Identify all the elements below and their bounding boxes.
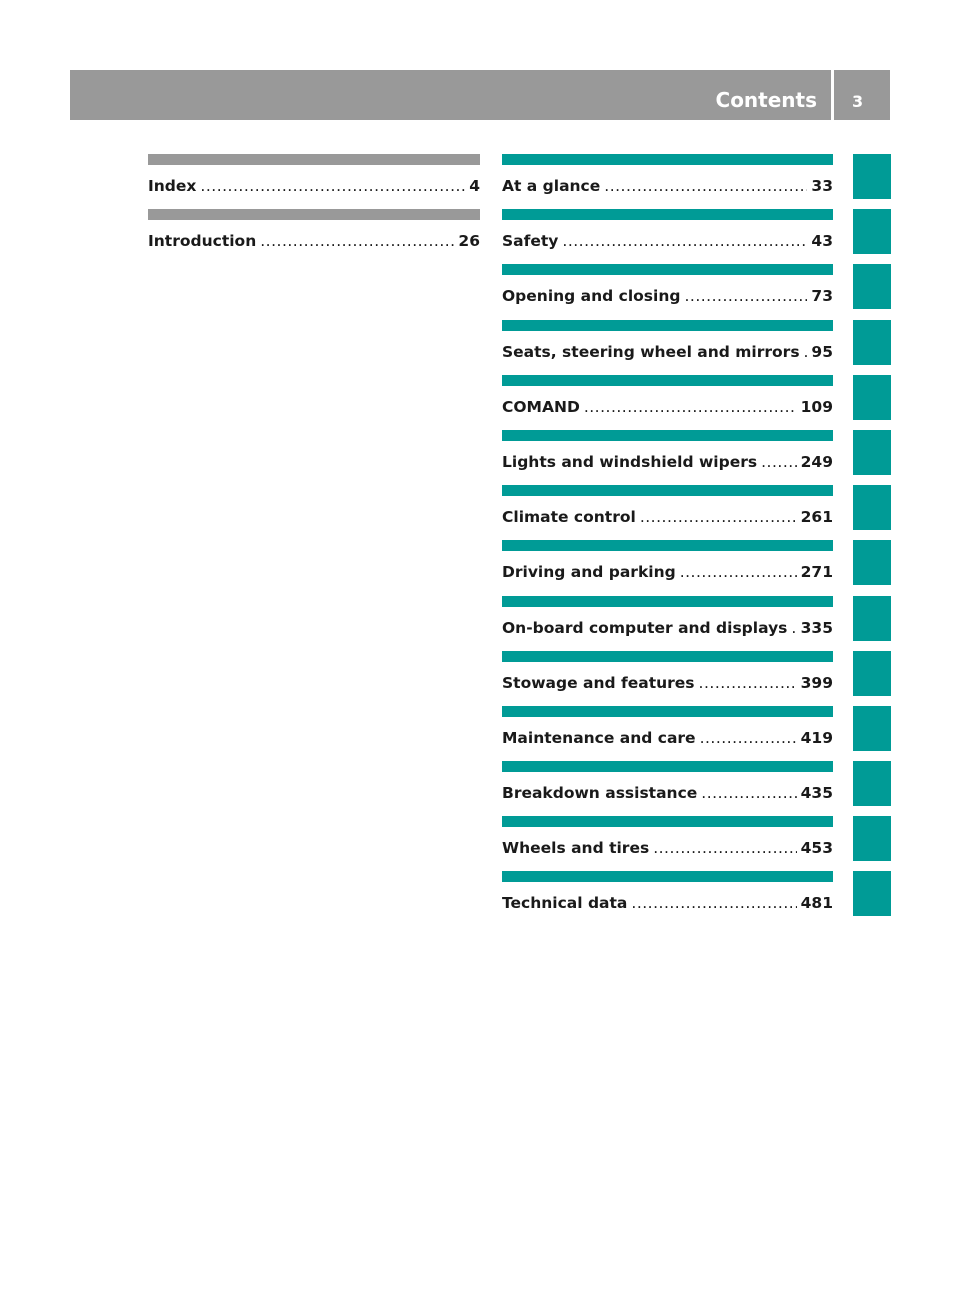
chapter-tabs — [853, 154, 891, 927]
leader-dots — [804, 343, 808, 361]
section-bar — [502, 761, 833, 772]
leader-dots — [701, 784, 796, 802]
toc-entry-page: 271 — [800, 563, 833, 582]
section-bar — [502, 706, 833, 717]
section-bar — [502, 320, 833, 331]
toc-entry-page: 481 — [800, 894, 833, 913]
section-bar — [502, 485, 833, 496]
section-bar — [148, 209, 480, 220]
leader-dots — [631, 894, 796, 912]
chapter-tab[interactable] — [853, 816, 891, 861]
toc-entry-title: Lights and windshield wipers — [502, 452, 758, 471]
chapter-tab[interactable] — [853, 154, 891, 199]
toc-entry-at-a-glance[interactable] — [502, 154, 833, 209]
section-bar — [502, 596, 833, 607]
toc-entry-safety[interactable] — [502, 209, 833, 264]
toc-entry-wheels-and-tires[interactable] — [502, 816, 833, 871]
toc-entry-title: Opening and closing — [502, 287, 681, 306]
toc-entry-technical-data[interactable] — [502, 871, 833, 926]
toc-left-column — [148, 154, 480, 264]
toc-entry-driving-and-parking[interactable] — [502, 540, 833, 595]
leader-dots — [684, 287, 807, 305]
toc-entry-page: 43 — [811, 232, 833, 251]
toc-entry-page: 73 — [811, 287, 833, 306]
toc-entry-page: 335 — [800, 618, 833, 637]
chapter-tab[interactable] — [853, 596, 891, 641]
chapter-tab[interactable] — [853, 209, 891, 254]
chapter-tab[interactable] — [853, 706, 891, 751]
leader-dots — [791, 619, 796, 637]
toc-entry-title: Stowage and features — [502, 673, 695, 692]
section-bar — [502, 651, 833, 662]
toc-entry-page: 33 — [811, 177, 833, 195]
toc-entry-title: Wheels and tires — [502, 839, 650, 858]
toc-entry-comand[interactable] — [502, 375, 833, 430]
page-number: 3 — [852, 92, 864, 111]
chapter-tab[interactable] — [853, 430, 891, 475]
leader-dots — [260, 232, 454, 250]
section-bar — [148, 154, 480, 165]
chapter-tab[interactable] — [853, 761, 891, 806]
toc-entry-page: 453 — [800, 839, 833, 858]
toc-entry-page: 399 — [800, 673, 833, 692]
leader-dots — [761, 453, 797, 471]
toc-entry-maintenance[interactable] — [502, 706, 833, 761]
section-bar — [502, 430, 833, 441]
toc-entry-title: Breakdown assistance — [502, 784, 698, 803]
leader-dots — [653, 839, 796, 857]
toc-entry-title: Technical data — [502, 894, 628, 913]
leader-dots — [562, 232, 807, 250]
section-bar — [502, 540, 833, 551]
toc-entry-page: 261 — [800, 508, 833, 527]
toc-entry-title: Introduction — [148, 232, 257, 251]
toc-entry-title: Index — [148, 177, 197, 195]
toc-entry-lights[interactable] — [502, 430, 833, 485]
toc-entry-page: 249 — [800, 452, 833, 471]
chapter-tab[interactable] — [853, 375, 891, 420]
chapter-tab[interactable] — [853, 264, 891, 309]
chapter-tab[interactable] — [853, 871, 891, 916]
leader-dots — [604, 177, 807, 195]
section-bar — [502, 209, 833, 220]
chapter-tab[interactable] — [853, 320, 891, 365]
toc-entry-climate-control[interactable] — [502, 485, 833, 540]
toc-entry-opening-and-closing[interactable] — [502, 264, 833, 319]
chapter-tab[interactable] — [853, 651, 891, 696]
toc-entry-title: Safety — [502, 232, 559, 251]
toc-entry-on-board-computer[interactable] — [502, 596, 833, 651]
section-bar — [502, 816, 833, 827]
toc-entry-title: Maintenance and care — [502, 728, 696, 747]
toc-entry-index[interactable] — [148, 154, 480, 209]
leader-dots — [700, 729, 797, 747]
toc-entry-title: Climate control — [502, 508, 636, 527]
section-bar — [502, 871, 833, 882]
toc-entry-page: 435 — [800, 784, 833, 803]
toc-entry-page: 109 — [800, 397, 833, 416]
header-separator — [831, 70, 834, 120]
section-bar — [502, 154, 833, 165]
toc-entry-title: Seats, steering wheel and mirrors — [502, 342, 800, 361]
toc-entry-seats[interactable] — [502, 320, 833, 375]
toc-entry-page: 26 — [458, 232, 480, 251]
toc-entry-stowage[interactable] — [502, 651, 833, 706]
toc-right-column — [502, 154, 833, 927]
toc-entry-page: 4 — [469, 177, 480, 195]
leader-dots — [699, 674, 797, 692]
section-bar — [502, 375, 833, 386]
toc-entry-breakdown[interactable] — [502, 761, 833, 816]
leader-dots — [640, 508, 797, 526]
toc-entry-title: At a glance — [502, 177, 601, 195]
toc-entry-page: 95 — [811, 342, 833, 361]
section-bar — [502, 264, 833, 275]
toc-entry-title: On-board computer and displays — [502, 618, 788, 637]
leader-dots — [200, 177, 465, 195]
toc-entry-title: COMAND — [502, 397, 580, 416]
leader-dots — [584, 398, 797, 416]
toc-entry-page: 419 — [800, 728, 833, 747]
toc-entry-introduction[interactable] — [148, 209, 480, 264]
page-title: Contents — [715, 88, 817, 112]
leader-dots — [680, 563, 797, 581]
chapter-tab[interactable] — [853, 540, 891, 585]
toc-entry-title: Driving and parking — [502, 563, 676, 582]
chapter-tab[interactable] — [853, 485, 891, 530]
